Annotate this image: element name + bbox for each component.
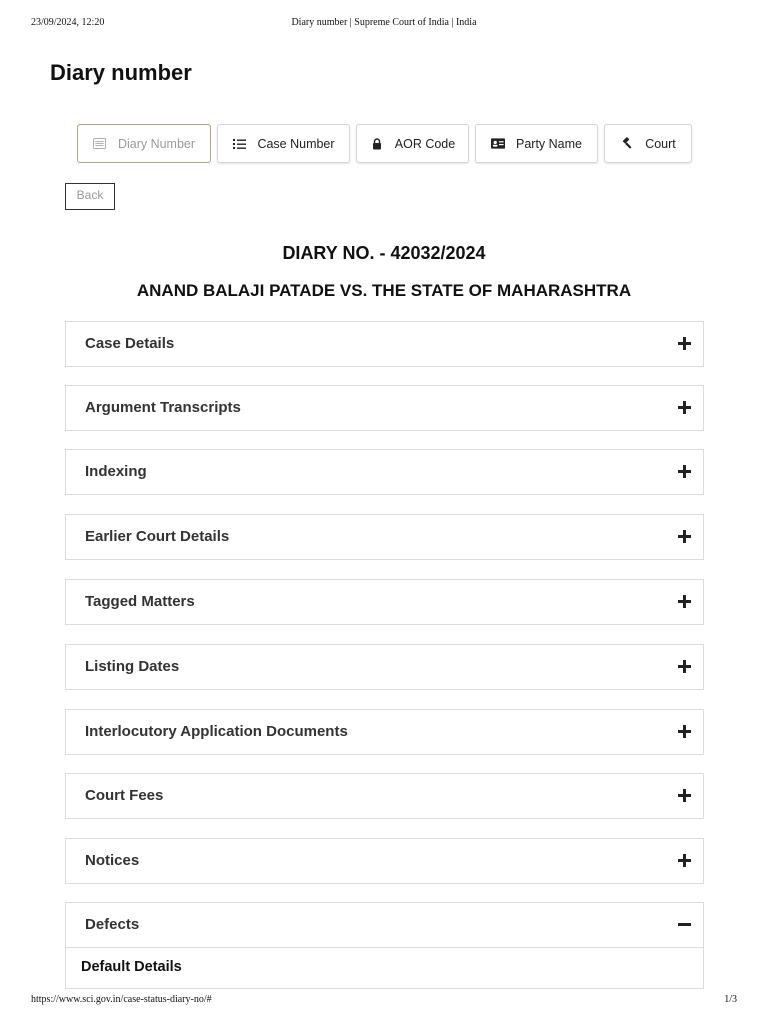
default-details-heading: Default Details	[81, 959, 182, 975]
search-mode-tabs	[0, 124, 768, 164]
print-header	[0, 17, 768, 31]
diary-number-heading: DIARY NO. - 42032/2024	[282, 243, 486, 263]
panel-title: Notices	[85, 852, 140, 869]
print-page-number: 1/3	[724, 994, 737, 1005]
page-title: Diary number	[50, 60, 192, 85]
panel-title: Tagged Matters	[85, 593, 195, 610]
plus-icon[interactable]	[678, 854, 691, 867]
panel-title: Case Details	[85, 335, 175, 352]
tab-case-number[interactable]	[217, 124, 350, 163]
panel-title: Listing Dates	[85, 658, 180, 675]
panel-earlier-court-details[interactable]	[65, 514, 704, 560]
card-list-icon	[93, 137, 107, 151]
plus-icon[interactable]	[678, 401, 691, 414]
tab-diary-number[interactable]	[77, 124, 211, 163]
panel-case-details[interactable]	[65, 321, 704, 367]
print-url: https://www.sci.gov.in/case-status-diary-no/#	[31, 994, 212, 1005]
tab-court[interactable]	[604, 124, 692, 163]
print-document-title: Diary number | Supreme Court of India | India	[291, 17, 477, 28]
tab-label: Diary Number	[117, 136, 196, 151]
panel-title: Interlocutory Application Documents	[85, 723, 348, 740]
plus-icon[interactable]	[678, 530, 691, 543]
panel-indexing[interactable]	[65, 449, 704, 495]
panel-title: Indexing	[85, 463, 147, 480]
defects-panel-body	[65, 948, 704, 989]
plus-icon[interactable]	[678, 660, 691, 673]
tab-party-name[interactable]	[475, 124, 598, 163]
panel-title: Earlier Court Details	[85, 528, 230, 545]
tab-label: Party Name	[516, 136, 582, 151]
tab-label: Case Number	[257, 136, 335, 151]
tab-label: AOR Code	[394, 136, 456, 151]
panel-court-fees[interactable]	[65, 773, 704, 819]
tab-label: Court	[645, 136, 676, 151]
plus-icon[interactable]	[678, 337, 691, 350]
plus-icon[interactable]	[678, 789, 691, 802]
panel-notices[interactable]	[65, 838, 704, 884]
plus-icon[interactable]	[678, 465, 691, 478]
panel-title: Argument Transcripts	[85, 399, 241, 416]
plus-icon[interactable]	[678, 595, 691, 608]
panel-listing-dates[interactable]	[65, 644, 704, 690]
panel-title: Court Fees	[85, 787, 164, 804]
minus-icon[interactable]	[678, 918, 691, 931]
print-datetime: 23/09/2024, 12:20	[31, 17, 105, 28]
panel-tagged-matters[interactable]	[65, 579, 704, 625]
tab-aor-code[interactable]	[356, 124, 469, 163]
id-card-icon	[491, 137, 505, 151]
case-title-heading: ANAND BALAJI PATADE VS. THE STATE OF MAHARASHTRA	[136, 281, 632, 300]
panel-title: Defects	[85, 916, 140, 933]
lock-icon	[370, 137, 384, 151]
back-button[interactable]: Back	[65, 183, 115, 210]
list-ol-icon	[232, 137, 246, 151]
plus-icon[interactable]	[678, 725, 691, 738]
print-footer	[0, 994, 768, 1008]
gavel-icon	[620, 137, 634, 151]
panel-defects[interactable]	[65, 902, 704, 948]
panel-interlocutory-application-documents[interactable]	[65, 709, 704, 755]
panel-argument-transcripts[interactable]	[65, 385, 704, 431]
